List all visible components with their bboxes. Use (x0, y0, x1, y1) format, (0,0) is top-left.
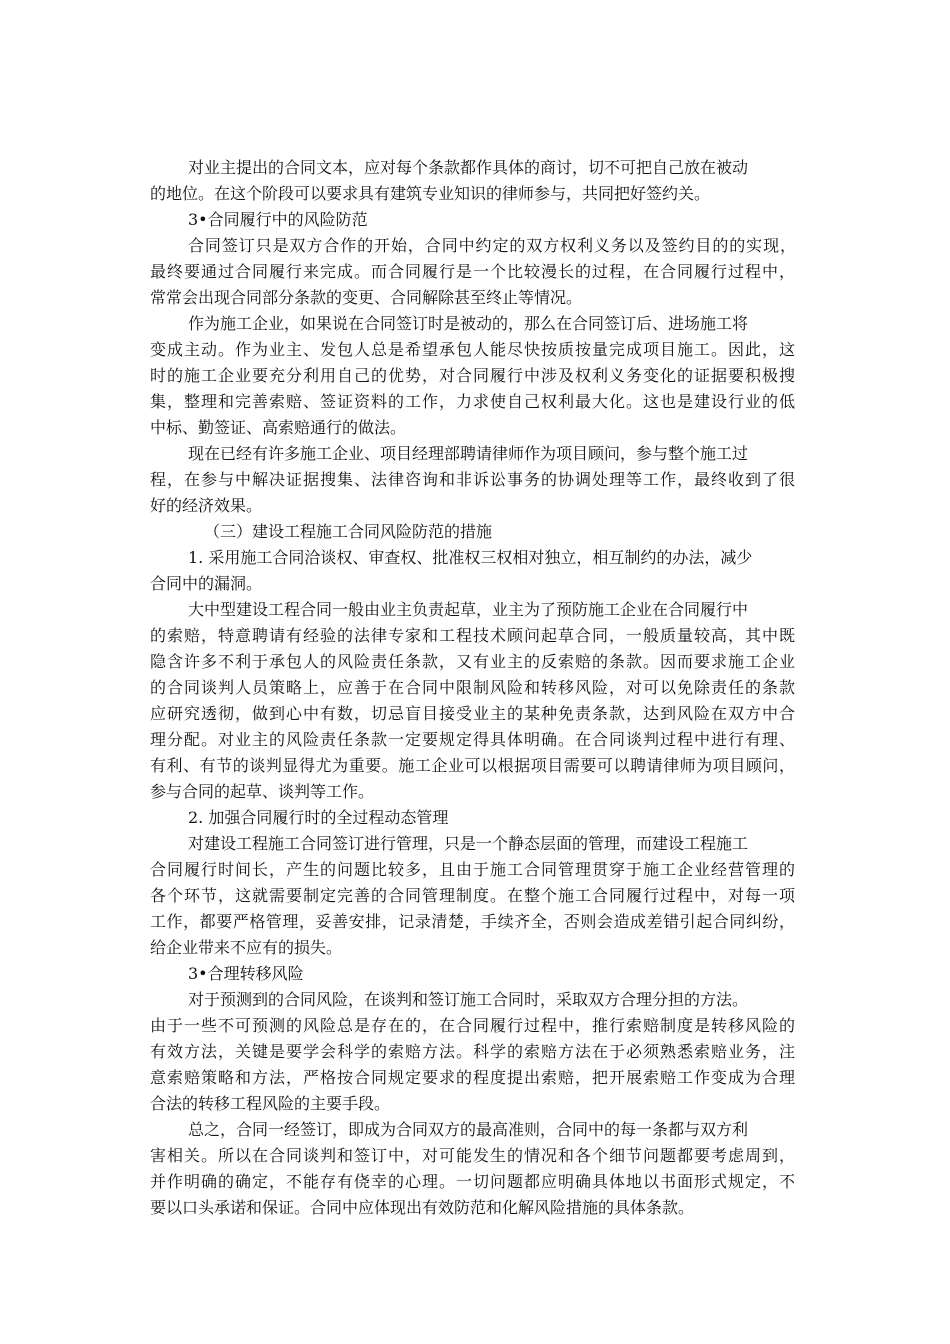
text-line: 理分配。对业主的风险责任条款一定要规定得具体明确。在合同谈判过程中进行有理、 (150, 730, 795, 749)
text-line: 有效方法，关键是要学会科学的索赔方法。科学的索赔方法在于必须熟悉索赔业务，注 (150, 1042, 795, 1061)
text-line: 应研究透彻，做到心中有数，切忌盲目接受业主的某种免责条款，达到风险在双方中合 (150, 704, 795, 723)
numbered-item: 1. 采用施工合同洽谈权、审查权、批准权三权相对独立，相互制约的办法，减少 (188, 548, 753, 567)
text-line: 好的经济效果。 (150, 496, 263, 515)
text-line: 对建设工程施工合同签订进行管理，只是一个静态层面的管理，而建设工程施工 (188, 834, 749, 853)
text-line: 最终要通过合同履行来完成。而合同履行是一个比较漫长的过程，在合同履行过程中， (150, 262, 795, 281)
text-line: 有利、有节的谈判显得尤为重要。施工企业可以根据项目需要可以聘请律师为项目顾问， (150, 756, 795, 775)
text-line: 合法的转移工程风险的主要手段。 (150, 1094, 391, 1113)
text-line: 隐含许多不利于承包人的风险责任条款，又有业主的反索赔的条款。因而要求施工企业 (150, 652, 795, 671)
text-line: 程，在参与中解决证据搜集、法律咨询和非诉讼事务的协调处理等工作，最终收到了很 (150, 470, 795, 489)
text-line: 总之，合同一经签订，即成为合同双方的最高准则，合同中的每一条都与双方利 (188, 1120, 749, 1139)
text-line: 集，整理和完善索赔、签证资料的工作，力求使自己权利最大化。这也是建设行业的低 (150, 392, 795, 411)
text-line: 大中型建设工程合同一般由业主负责起草，业主为了预防施工企业在合同履行中 (188, 600, 749, 619)
text-line: 的地位。在这个阶段可以要求具有建筑专业知识的律师参与，共同把好签约关。 (150, 184, 711, 203)
text-line: 时的施工企业要充分利用自己的优势，对合同履行中涉及权利义务变化的证据要积极搜 (150, 366, 795, 385)
text-line: 害相关。所以在合同谈判和签订中，对可能发生的情况和各个细节问题都要考虑周到， (150, 1146, 795, 1165)
text-line: 合同中的漏洞。 (150, 574, 263, 593)
section-heading: 3•合理转移风险 (188, 964, 304, 983)
text-line: 变成主动。作为业主、发包人总是希望承包人能尽快按质按量完成项目施工。因此，这 (150, 340, 795, 359)
text-line: 参与合同的起草、谈判等工作。 (150, 782, 375, 801)
text-line: 对业主提出的合同文本，应对每个条款都作具体的商讨，切不可把自己放在被动 (188, 158, 749, 177)
text-line: 对于预测到的合同风险，在谈判和签订施工合同时，采取双方合理分担的方法。 (188, 990, 749, 1009)
text-line: 要以口头承诺和保证。合同中应体现出有效防范和化解风险措施的具体条款。 (150, 1198, 695, 1217)
text-line: 给企业带来不应有的损失。 (150, 938, 343, 957)
text-line: 现在已经有许多施工企业、项目经理部聘请律师作为项目顾问，参与整个施工过 (188, 444, 749, 463)
text-line: 作为施工企业，如果说在合同签订时是被动的，那么在合同签订后、进场施工将 (188, 314, 749, 333)
text-line: 中标、勤签证、高索赔通行的做法。 (150, 418, 407, 437)
text-line: 合同签订只是双方合作的开始，合同中约定的双方权利义务以及签约目的的实现， (188, 236, 796, 255)
text-line: 由于一些不可预测的风险总是存在的，在合同履行过程中，推行索赔制度是转移风险的 (150, 1016, 795, 1035)
text-line: 的合同谈判人员策略上，应善于在合同中限制风险和转移风险，对可以免除责任的条款 (150, 678, 795, 697)
text-line: 合同履行时间长，产生的问题比较多，且由于施工合同管理贯穿于施工企业经营管理的 (150, 860, 795, 879)
text-line: 常常会出现合同部分条款的变更、合同解除甚至终止等情况。 (150, 288, 583, 307)
text-line: 意索赔策略和方法，严格按合同规定要求的程度提出索赔，把开展索赔工作变成为合理 (150, 1068, 795, 1087)
text-line: 并作明确的确定，不能存有侥幸的心理。一切问题都应明确具体地以书面形式规定，不 (150, 1172, 795, 1191)
text-line: 工作，都要严格管理，妥善安排，记录清楚，手续齐全，否则会造成差错引起合同纠纷， (150, 912, 795, 931)
section-heading: 3•合同履行中的风险防范 (188, 210, 368, 229)
numbered-item: 2. 加强合同履行时的全过程动态管理 (188, 808, 449, 827)
text-line: 各个环节，这就需要制定完善的合同管理制度。在整个施工合同履行过程中，对每一项 (150, 886, 795, 905)
section-heading: （三）建设工程施工合同风险防范的措施 (204, 522, 493, 541)
text-line: 的索赔，特意聘请有经验的法律专家和工程技术顾问起草合同，一般质量较高，其中既 (150, 626, 795, 645)
